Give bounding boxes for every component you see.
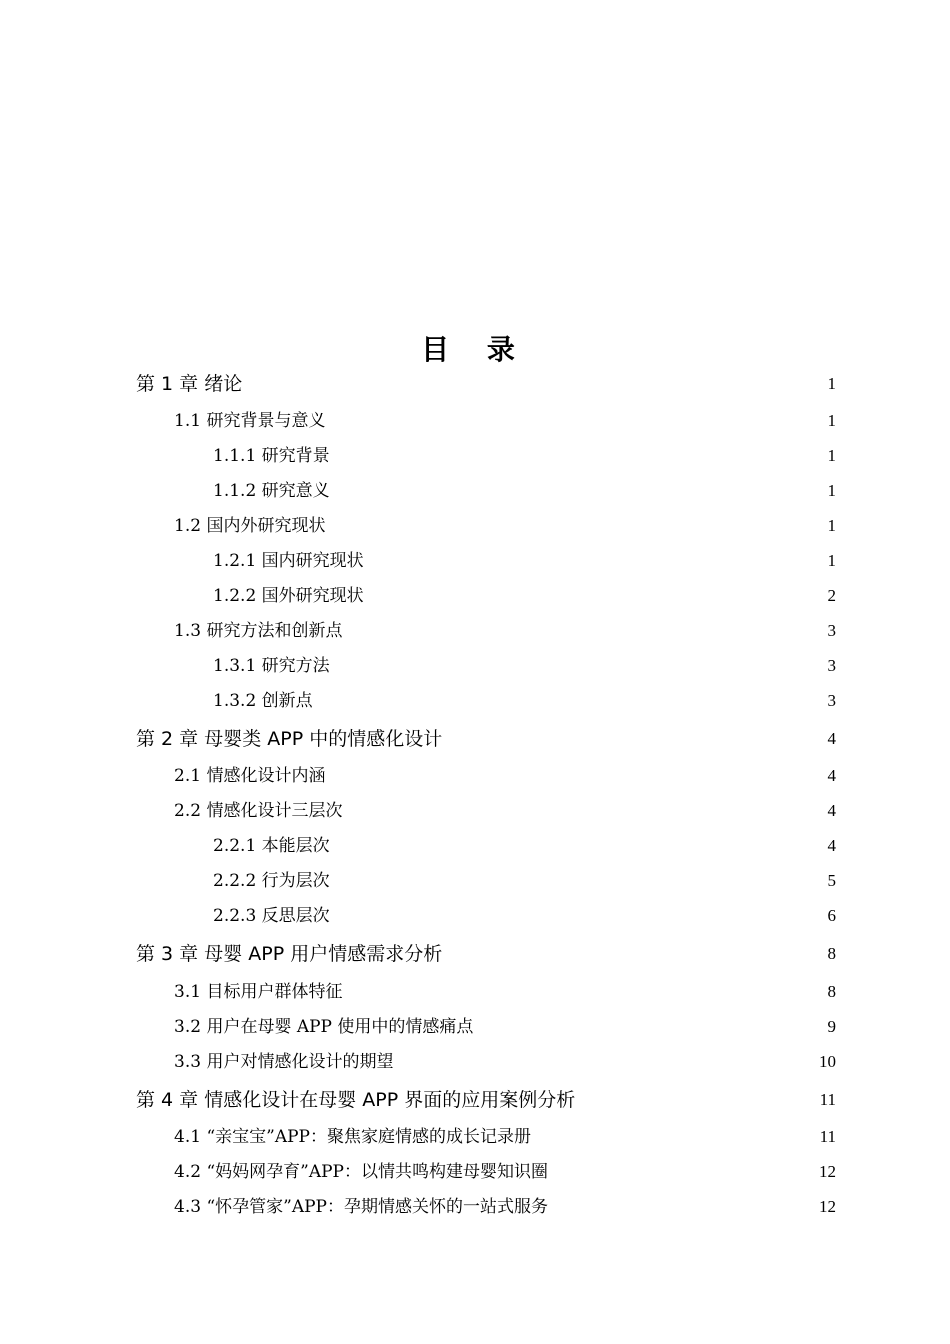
toc-entry-1-1-1[interactable]	[0, 443, 950, 469]
toc-entry-2-2-2[interactable]	[0, 868, 950, 894]
toc-entry-page: 4	[827, 801, 836, 820]
toc-entry-page: 4	[827, 836, 836, 855]
toc-title: 目 录	[421, 333, 529, 366]
toc-entry-text: 第 3 章 母婴 APP 用户情感需求分析	[136, 943, 443, 965]
toc-entry-page: 1	[827, 411, 836, 430]
toc-entry-text: 1.3.2 创新点	[213, 691, 313, 711]
toc-entry-text: 3.2 用户在母婴 APP 使用中的情感痛点	[174, 1017, 474, 1037]
toc-entry-4-1[interactable]	[0, 1124, 950, 1150]
toc-entry-page: 1	[827, 446, 836, 465]
toc-entry-text: 1.3.1 研究方法	[213, 656, 330, 676]
toc-entry-page: 1	[827, 516, 836, 535]
toc-entry-1-2-1[interactable]	[0, 548, 950, 574]
toc-entry-3-1[interactable]	[0, 979, 950, 1005]
toc-entry-text: 1.2 国内外研究现状	[174, 516, 326, 536]
toc-entry-page: 10	[819, 1052, 836, 1071]
toc-entry-text: 1.3 研究方法和创新点	[174, 621, 343, 641]
toc-entry-page: 2	[827, 586, 836, 605]
toc-entry-1-1-2[interactable]	[0, 478, 950, 504]
toc-entry-page: 11	[819, 1090, 836, 1109]
toc-entry-text: 4.1 “亲宝宝”APP：聚焦家庭情感的成长记录册	[174, 1127, 531, 1147]
toc-entry-page: 11	[819, 1127, 836, 1146]
toc-entry-text: 1.2.1 国内研究现状	[213, 551, 364, 571]
toc-entry-3-3[interactable]	[0, 1049, 950, 1075]
toc-entry-page: 3	[827, 691, 836, 710]
toc-entry-page: 1	[827, 481, 836, 500]
toc-entry-1-3-2[interactable]	[0, 688, 950, 714]
toc-entry-page: 4	[827, 729, 836, 748]
toc-entry-text: 2.2 情感化设计三层次	[174, 801, 343, 821]
toc-entry-text: 2.1 情感化设计内涵	[174, 766, 326, 786]
toc-entry-text: 4.2 “妈妈网孕育”APP：以情共鸣构建母婴知识圈	[174, 1162, 548, 1182]
toc-entry-chapter-2[interactable]	[0, 726, 950, 752]
toc-entry-chapter-1[interactable]	[0, 371, 950, 397]
toc-entry-text: 1.1.2 研究意义	[213, 481, 330, 501]
toc-entry-page: 3	[827, 621, 836, 640]
toc-entry-3-2[interactable]	[0, 1014, 950, 1040]
toc-entry-page: 8	[827, 944, 836, 963]
toc-entry-4-2[interactable]	[0, 1159, 950, 1185]
toc-entry-text: 3.3 用户对情感化设计的期望	[174, 1052, 394, 1072]
toc-entry-page: 1	[827, 374, 836, 393]
toc-entry-text: 2.2.2 行为层次	[213, 871, 330, 891]
toc-entry-text: 1.1 研究背景与意义	[174, 411, 326, 431]
toc-entry-text: 2.2.3 反思层次	[213, 906, 330, 926]
toc-entry-text: 3.1 目标用户群体特征	[174, 982, 343, 1002]
toc-entry-text: 4.3 “怀孕管家”APP：孕期情感关怀的一站式服务	[174, 1197, 548, 1217]
toc-entry-text: 2.2.1 本能层次	[213, 836, 330, 856]
toc-entry-text: 第 2 章 母婴类 APP 中的情感化设计	[136, 728, 443, 750]
toc-entry-text: 1.1.1 研究背景	[213, 446, 330, 466]
toc-entry-page: 12	[819, 1162, 836, 1181]
toc-entry-page: 4	[827, 766, 836, 785]
toc-entry-text: 第 1 章 绪论	[136, 373, 243, 395]
toc-entry-1-1[interactable]	[0, 408, 950, 434]
toc-entry-page: 3	[827, 656, 836, 675]
toc-entry-page: 5	[827, 871, 836, 890]
toc-entry-page: 6	[827, 906, 836, 925]
toc-entry-text: 第 4 章 情感化设计在母婴 APP 界面的应用案例分析	[136, 1089, 576, 1111]
toc-entry-page: 1	[827, 551, 836, 570]
toc-entry-2-1[interactable]	[0, 763, 950, 789]
toc-entry-chapter-3[interactable]	[0, 941, 950, 967]
toc-entry-page: 9	[827, 1017, 836, 1036]
toc-entry-page: 12	[819, 1197, 836, 1216]
toc-entry-text: 1.2.2 国外研究现状	[213, 586, 364, 606]
toc-entry-2-2-3[interactable]	[0, 903, 950, 929]
toc-entry-1-2[interactable]	[0, 513, 950, 539]
toc-entry-1-3-1[interactable]	[0, 653, 950, 679]
toc-entry-4-3[interactable]	[0, 1194, 950, 1220]
toc-entry-1-2-2[interactable]	[0, 583, 950, 609]
toc-entry-2-2-1[interactable]	[0, 833, 950, 859]
toc-entry-chapter-4[interactable]	[0, 1087, 950, 1113]
toc-entry-page: 8	[827, 982, 836, 1001]
toc-entry-2-2[interactable]	[0, 798, 950, 824]
toc-entry-1-3[interactable]	[0, 618, 950, 644]
